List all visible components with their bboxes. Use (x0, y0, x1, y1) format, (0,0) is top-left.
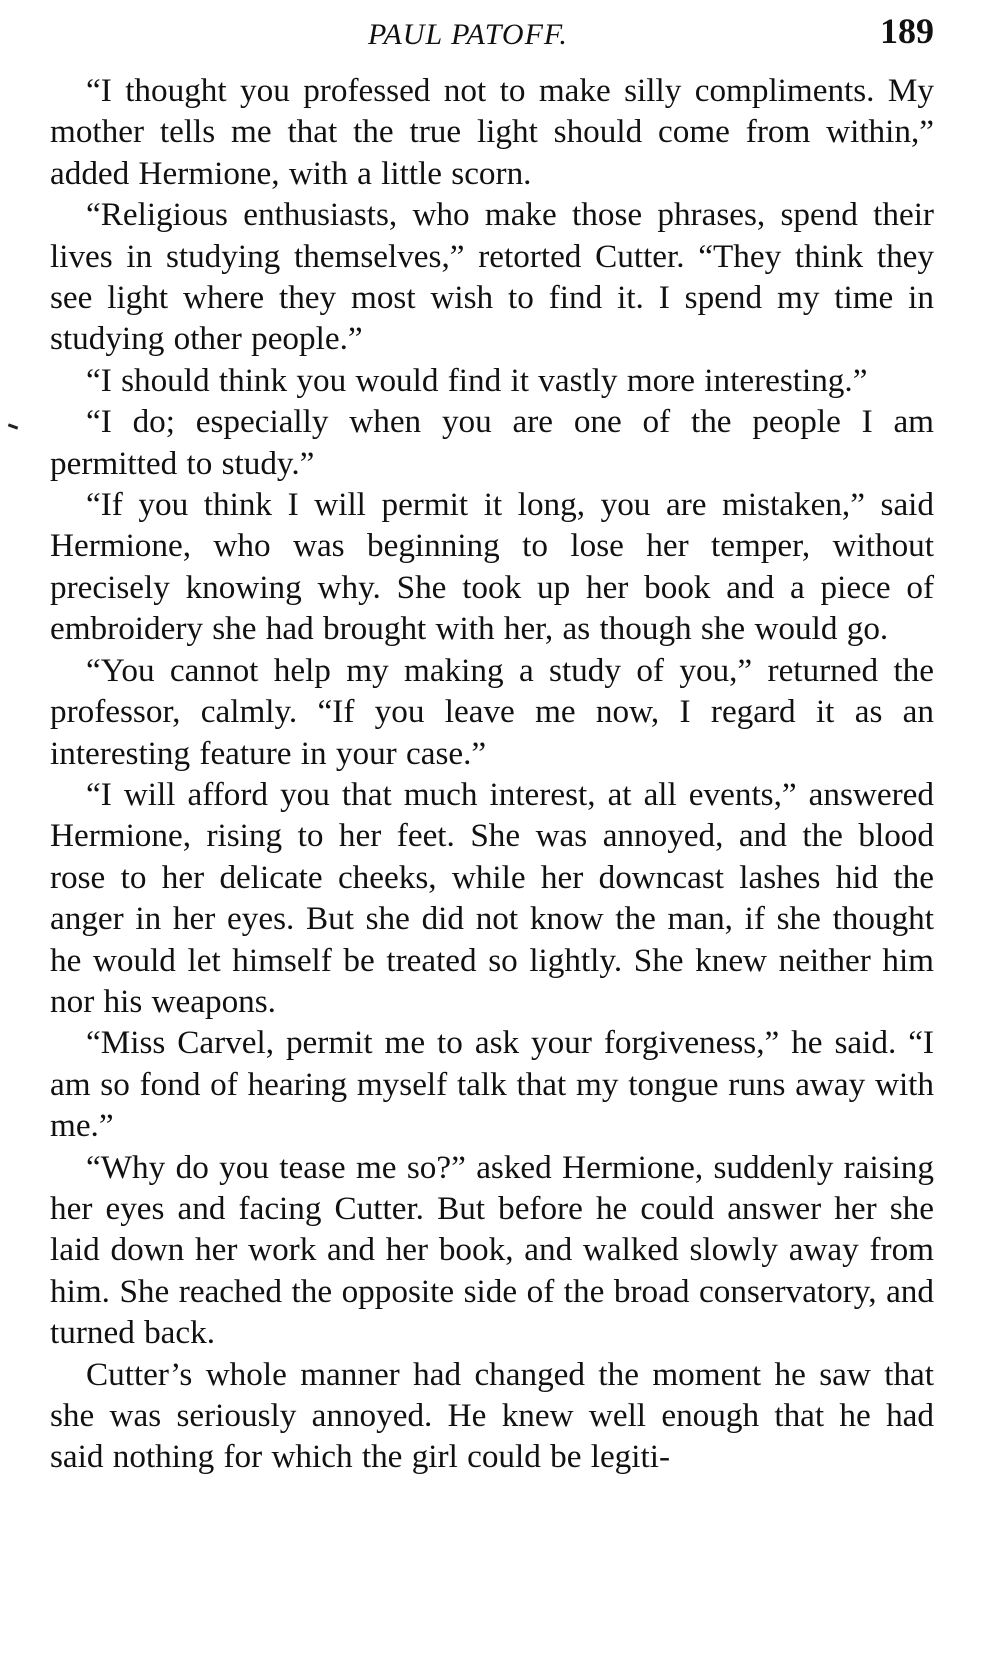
paragraph: “Why do you tease me so?” asked Hermione, suddenly raising her eyes and facing Cutter. But before he could answer her she laid down her work and her book, and walked slowly away from him. She reached the opposite side of the broad conservatory, and turned back. (50, 1148, 934, 1352)
paragraph: “Religious enthusiasts, who make those phrases, spend their lives in studying themselves,” retorted Cutter. “They think they see light where they most wish to find it. I spend my time in studying other people.” (50, 196, 934, 358)
paragraph: “You cannot help my making a study of you,” returned the professor, calmly. “If you leave me now, I regard it as an interesting feature in your case.” (50, 651, 934, 772)
margin-mark (8, 423, 18, 429)
body-text (50, 70, 934, 1478)
paragraph: “I do; especially when you are one of the people I am permitted to study.” (50, 403, 934, 482)
page-header (50, 8, 934, 58)
book-page (50, 0, 934, 1665)
paragraph: Cutter’s whole manner had changed the moment he saw that she was seriously annoyed. He knew well enough that he had said nothing for which the girl could be legiti- (50, 1355, 934, 1476)
paragraph: “I should think you would find it vastly more interesting.” (86, 361, 868, 399)
paragraph: “If you think I will permit it long, you are mistaken,” said Hermione, who was beginning to lose her temper, without precisely knowing why. She took up her book and a piece of embroidery she had brought with her, as though she would go. (50, 486, 934, 648)
running-title: PAUL PATOFF. (368, 18, 568, 51)
page-number: 189 (880, 11, 934, 51)
paragraph: “I thought you professed not to make silly compliments. My mother tells me that the true light should come from within,” added Hermione, with a little scorn. (50, 72, 934, 192)
paragraph: “Miss Carvel, permit me to ask your forgiveness,” he said. “I am so fond of hearing myself talk that my tongue runs away with me.” (50, 1024, 934, 1145)
paragraph: “I will afford you that much interest, at all events,” answered Hermione, rising to her feet. She was annoyed, and the blood rose to her delicate cheeks, while her downcast lashes hid the anger in her eyes. But she did not know the man, if she thought he would let himself be treated so lightly. She knew neither him nor his weapons. (50, 775, 934, 1020)
